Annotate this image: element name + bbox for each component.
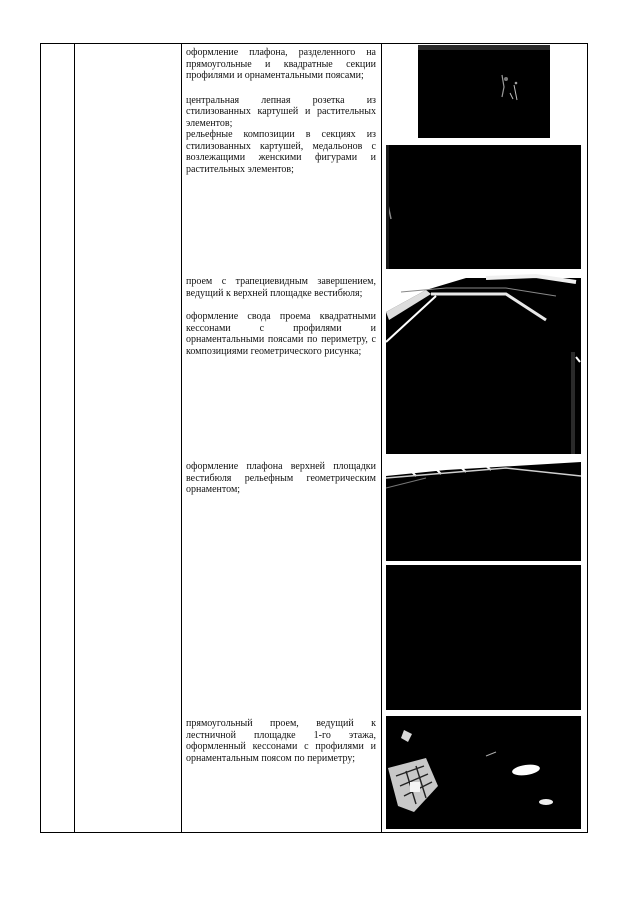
photo-upper-landing-ceiling [386, 458, 581, 561]
photo-trapezoid-vault-coffers [386, 272, 581, 454]
entry-paragraph: оформление плафона верхней площадки вестибюля рельефным геометрическим орнаментом; [186, 461, 376, 495]
photo-upper-landing-ceiling-detail [386, 565, 581, 710]
photo-rectangular-opening-coffers [386, 716, 581, 829]
entry-paragraph: проем с трапециевидным завершением, ведущий к верхней площадке вестибюля; [186, 276, 376, 299]
entry-trapezoid-opening [186, 276, 376, 357]
photo-plafond-rosette [418, 45, 550, 138]
entry-paragraph: центральная лепная розетка из стилизованных картушей и растительных элементов; [186, 94, 376, 129]
entry-paragraph: рельефные композиции в секциях из стилизованных картушей, медальонов с возлежащими женскими фигурами и растительных элементов; [186, 129, 376, 175]
column-divider-1 [74, 44, 75, 832]
photo-plafond-sections [386, 145, 581, 269]
column-divider-2 [181, 44, 182, 832]
entry-plafond-lower [186, 47, 376, 175]
entry-paragraph: прямоугольный проем, ведущий к лестничной площадке 1-го этажа, оформленный кессонами с профилями и орнаментальным поясом по периметру; [186, 718, 376, 764]
entry-paragraph: оформление плафона, разделенного на прямоугольные и квадратные секции профилями и орнаментальными поясами; [186, 47, 376, 81]
entry-paragraph: оформление свода проема квадратными кессонами с профилями и орнаментальными поясами по периметру, с композициями геометрического рисунка; [186, 311, 376, 357]
entry-rect-opening [186, 718, 376, 764]
column-divider-3 [381, 44, 382, 832]
entry-plafond-upper [186, 461, 376, 496]
